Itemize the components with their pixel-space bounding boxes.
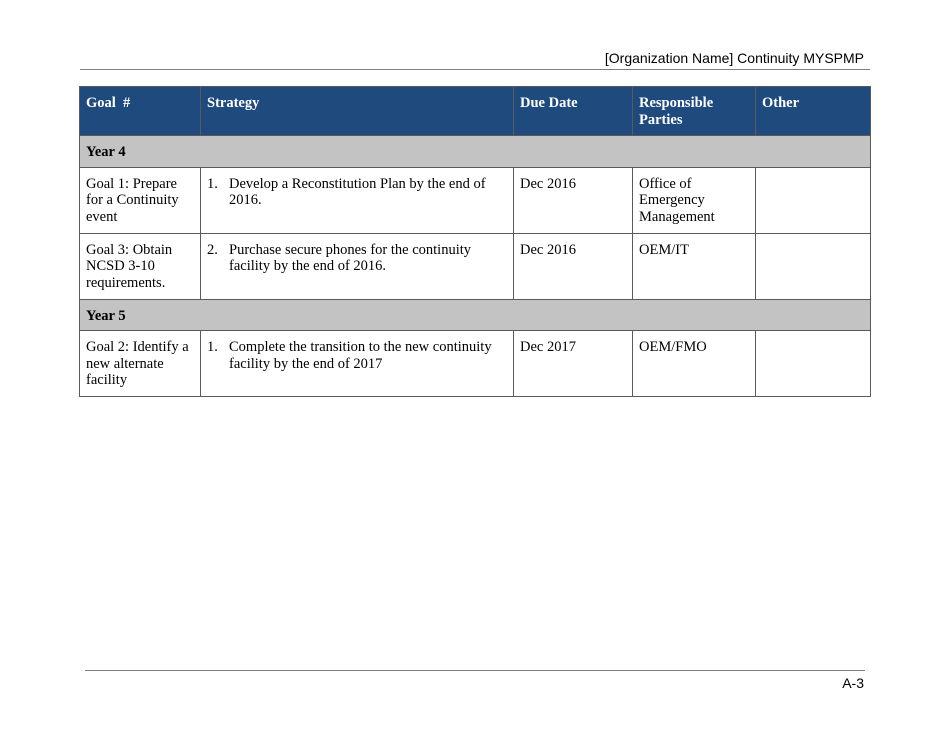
strategy-number: 2. bbox=[207, 241, 218, 258]
due-date-cell: Dec 2017 bbox=[514, 331, 633, 397]
page-number: A-3 bbox=[842, 675, 864, 691]
table-row bbox=[80, 331, 871, 397]
responsible-cell: Office of Emergency Management bbox=[633, 167, 756, 233]
footer-divider bbox=[85, 670, 865, 671]
column-header-strategy: Strategy bbox=[201, 87, 514, 136]
column-header-goal: Goal # bbox=[80, 87, 201, 136]
strategy-text: Complete the transition to the new continuity facility by the end of 2017 bbox=[229, 339, 492, 372]
table-row bbox=[80, 167, 871, 233]
page-header-title: [Organization Name] Continuity MYSPMP bbox=[604, 50, 864, 66]
goal-cell: Goal 3: Obtain NCSD 3-10 requirements. bbox=[80, 233, 201, 299]
strategy-text: Develop a Reconstitution Plan by the end of 2016. bbox=[229, 175, 486, 208]
other-cell bbox=[756, 167, 871, 233]
other-cell bbox=[756, 331, 871, 397]
section-label: Year 4 bbox=[80, 136, 871, 168]
strategy-number: 1. bbox=[207, 339, 218, 355]
table-row bbox=[80, 233, 871, 299]
other-cell bbox=[756, 233, 871, 299]
due-date-cell: Dec 2016 bbox=[514, 167, 633, 233]
column-header-other: Other bbox=[756, 87, 871, 136]
responsible-cell: OEM/IT bbox=[633, 233, 756, 299]
strategy-cell bbox=[201, 233, 514, 299]
strategy-number: 1. bbox=[207, 175, 218, 192]
section-row-year-5 bbox=[80, 299, 871, 331]
responsible-cell: OEM/FMO bbox=[633, 331, 756, 397]
due-date-cell: Dec 2016 bbox=[514, 233, 633, 299]
goal-cell: Goal 2: Identify a new alternate facility bbox=[80, 331, 201, 397]
section-label: Year 5 bbox=[80, 299, 871, 331]
column-header-due-date: Due Date bbox=[514, 87, 633, 136]
table-header-row bbox=[80, 87, 871, 136]
strategy-table bbox=[79, 86, 871, 397]
goal-cell: Goal 1: Prepare for a Continuity event bbox=[80, 167, 201, 233]
strategy-text: Purchase secure phones for the continuity facility by the end of 2016. bbox=[229, 241, 471, 274]
strategy-cell bbox=[201, 167, 514, 233]
strategy-cell bbox=[201, 331, 514, 397]
column-header-responsible-parties: Responsible Parties bbox=[633, 87, 756, 136]
section-row-year-4 bbox=[80, 136, 871, 168]
header-divider bbox=[80, 69, 870, 70]
